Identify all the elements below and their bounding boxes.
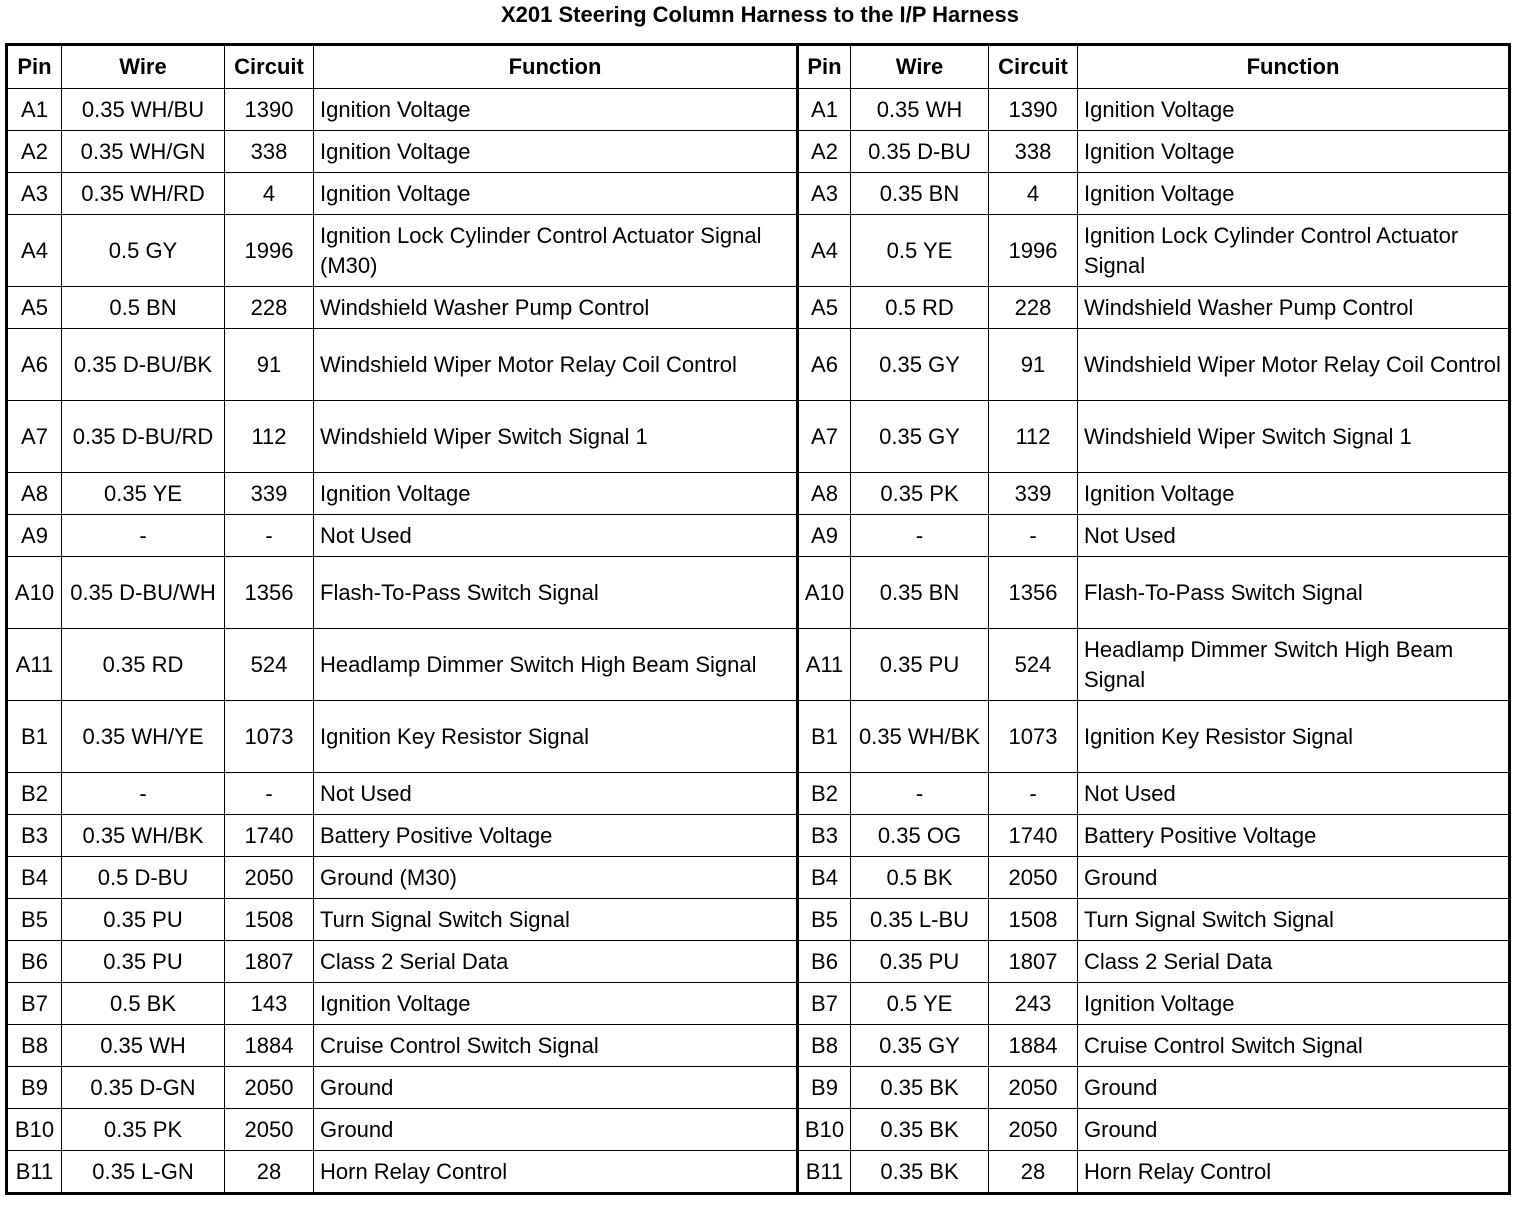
header-pin: Pin bbox=[798, 45, 851, 89]
col-harness-wire-cell: 0.5 D-BU bbox=[62, 857, 225, 899]
col-harness-pin-cell: B8 bbox=[7, 1025, 62, 1067]
col-harness-circuit-cell: 2050 bbox=[225, 1109, 314, 1151]
col-harness-wire-cell: 0.5 BN bbox=[62, 287, 225, 329]
ip-harness-wire-cell: 0.35 BK bbox=[851, 1067, 989, 1109]
ip-harness-function-cell: Ignition Voltage bbox=[1078, 89, 1510, 131]
ip-harness-circuit-cell: 1740 bbox=[989, 815, 1078, 857]
col-harness-function-cell: Cruise Control Switch Signal bbox=[314, 1025, 798, 1067]
col-harness-circuit-cell: 112 bbox=[225, 401, 314, 473]
ip-harness-pin-cell: A6 bbox=[798, 329, 851, 401]
ip-harness-circuit-cell: 339 bbox=[989, 473, 1078, 515]
col-harness-wire-cell: - bbox=[62, 773, 225, 815]
ip-harness-function-cell: Horn Relay Control bbox=[1078, 1151, 1510, 1194]
ip-harness-pin-cell: B7 bbox=[798, 983, 851, 1025]
ip-harness-pin-cell: B6 bbox=[798, 941, 851, 983]
col-harness-wire-cell: 0.35 WH/YE bbox=[62, 701, 225, 773]
table-row bbox=[7, 557, 1510, 629]
col-harness-wire-cell: 0.35 RD bbox=[62, 629, 225, 701]
ip-harness-pin-cell: A7 bbox=[798, 401, 851, 473]
header-function: Function bbox=[314, 45, 798, 89]
col-harness-wire-cell: 0.35 D-BU/WH bbox=[62, 557, 225, 629]
pinout-table bbox=[5, 43, 1511, 1195]
table-row bbox=[7, 1067, 1510, 1109]
ip-harness-wire-cell: 0.5 BK bbox=[851, 857, 989, 899]
col-harness-pin-cell: B6 bbox=[7, 941, 62, 983]
header-wire: Wire bbox=[851, 45, 989, 89]
col-harness-wire-cell: 0.35 WH/GN bbox=[62, 131, 225, 173]
col-harness-wire-cell: 0.35 D-GN bbox=[62, 1067, 225, 1109]
col-harness-wire-cell: 0.35 YE bbox=[62, 473, 225, 515]
ip-harness-circuit-cell: 2050 bbox=[989, 1109, 1078, 1151]
col-harness-pin-cell: A3 bbox=[7, 173, 62, 215]
col-harness-function-cell: Ground (M30) bbox=[314, 857, 798, 899]
ip-harness-circuit-cell: 524 bbox=[989, 629, 1078, 701]
ip-harness-wire-cell: - bbox=[851, 773, 989, 815]
col-harness-function-cell: Ignition Voltage bbox=[314, 131, 798, 173]
ip-harness-wire-cell: 0.5 YE bbox=[851, 983, 989, 1025]
col-harness-circuit-cell: 339 bbox=[225, 473, 314, 515]
col-harness-circuit-cell: 91 bbox=[225, 329, 314, 401]
table-row bbox=[7, 1109, 1510, 1151]
ip-harness-function-cell: Ignition Voltage bbox=[1078, 473, 1510, 515]
ip-harness-pin-cell: A11 bbox=[798, 629, 851, 701]
ip-harness-wire-cell: 0.35 GY bbox=[851, 401, 989, 473]
table-row bbox=[7, 983, 1510, 1025]
ip-harness-wire-cell: 0.35 D-BU bbox=[851, 131, 989, 173]
ip-harness-function-cell: Battery Positive Voltage bbox=[1078, 815, 1510, 857]
ip-harness-wire-cell: 0.35 GY bbox=[851, 329, 989, 401]
ip-harness-pin-cell: A10 bbox=[798, 557, 851, 629]
col-harness-circuit-cell: 1884 bbox=[225, 1025, 314, 1067]
col-harness-function-cell: Ignition Voltage bbox=[314, 89, 798, 131]
col-harness-circuit-cell: 4 bbox=[225, 173, 314, 215]
ip-harness-circuit-cell: 1996 bbox=[989, 215, 1078, 287]
col-harness-pin-cell: A8 bbox=[7, 473, 62, 515]
table-row bbox=[7, 701, 1510, 773]
col-harness-function-cell: Ground bbox=[314, 1109, 798, 1151]
ip-harness-function-cell: Ground bbox=[1078, 1109, 1510, 1151]
ip-harness-wire-cell: 0.35 PU bbox=[851, 629, 989, 701]
ip-harness-function-cell: Not Used bbox=[1078, 515, 1510, 557]
col-harness-function-cell: Ground bbox=[314, 1067, 798, 1109]
col-harness-circuit-cell: 524 bbox=[225, 629, 314, 701]
ip-harness-circuit-cell: 1884 bbox=[989, 1025, 1078, 1067]
ip-harness-pin-cell: B3 bbox=[798, 815, 851, 857]
col-harness-pin-cell: A7 bbox=[7, 401, 62, 473]
ip-harness-circuit-cell: 243 bbox=[989, 983, 1078, 1025]
ip-harness-function-cell: Turn Signal Switch Signal bbox=[1078, 899, 1510, 941]
col-harness-circuit-cell: 1807 bbox=[225, 941, 314, 983]
ip-harness-function-cell: Ignition Lock Cylinder Control Actuator Signal bbox=[1078, 215, 1510, 287]
col-harness-wire-cell: 0.35 PK bbox=[62, 1109, 225, 1151]
table-row bbox=[7, 473, 1510, 515]
col-harness-pin-cell: B5 bbox=[7, 899, 62, 941]
col-harness-circuit-cell: 1356 bbox=[225, 557, 314, 629]
ip-harness-circuit-cell: 2050 bbox=[989, 857, 1078, 899]
col-harness-circuit-cell: 143 bbox=[225, 983, 314, 1025]
col-harness-function-cell: Windshield Wiper Motor Relay Coil Control bbox=[314, 329, 798, 401]
table-row bbox=[7, 89, 1510, 131]
col-harness-pin-cell: B9 bbox=[7, 1067, 62, 1109]
header-row bbox=[7, 45, 1510, 89]
col-harness-pin-cell: B1 bbox=[7, 701, 62, 773]
col-harness-pin-cell: B4 bbox=[7, 857, 62, 899]
ip-harness-function-cell: Ground bbox=[1078, 857, 1510, 899]
ip-harness-circuit-cell: 91 bbox=[989, 329, 1078, 401]
col-harness-function-cell: Ignition Voltage bbox=[314, 473, 798, 515]
col-harness-function-cell: Not Used bbox=[314, 515, 798, 557]
col-harness-pin-cell: A1 bbox=[7, 89, 62, 131]
col-harness-function-cell: Flash-To-Pass Switch Signal bbox=[314, 557, 798, 629]
table-row bbox=[7, 173, 1510, 215]
table-row bbox=[7, 515, 1510, 557]
table-row bbox=[7, 899, 1510, 941]
col-harness-function-cell: Windshield Wiper Switch Signal 1 bbox=[314, 401, 798, 473]
ip-harness-pin-cell: A1 bbox=[798, 89, 851, 131]
table-row bbox=[7, 401, 1510, 473]
col-harness-wire-cell: 0.35 D-BU/RD bbox=[62, 401, 225, 473]
ip-harness-circuit-cell: - bbox=[989, 515, 1078, 557]
ip-harness-pin-cell: B10 bbox=[798, 1109, 851, 1151]
col-harness-function-cell: Ignition Voltage bbox=[314, 173, 798, 215]
ip-harness-pin-cell: A9 bbox=[798, 515, 851, 557]
col-harness-wire-cell: - bbox=[62, 515, 225, 557]
col-harness-pin-cell: A9 bbox=[7, 515, 62, 557]
col-harness-pin-cell: B7 bbox=[7, 983, 62, 1025]
col-harness-function-cell: Ignition Lock Cylinder Control Actuator Signal (M30) bbox=[314, 215, 798, 287]
ip-harness-pin-cell: A5 bbox=[798, 287, 851, 329]
col-harness-function-cell: Battery Positive Voltage bbox=[314, 815, 798, 857]
ip-harness-circuit-cell: 112 bbox=[989, 401, 1078, 473]
ip-harness-wire-cell: 0.35 BN bbox=[851, 173, 989, 215]
ip-harness-pin-cell: A3 bbox=[798, 173, 851, 215]
header-function: Function bbox=[1078, 45, 1510, 89]
ip-harness-wire-cell: 0.35 PK bbox=[851, 473, 989, 515]
col-harness-circuit-cell: 1996 bbox=[225, 215, 314, 287]
col-harness-circuit-cell: 338 bbox=[225, 131, 314, 173]
ip-harness-pin-cell: B1 bbox=[798, 701, 851, 773]
col-harness-wire-cell: 0.35 WH/BU bbox=[62, 89, 225, 131]
table-row bbox=[7, 941, 1510, 983]
ip-harness-wire-cell: 0.35 BK bbox=[851, 1109, 989, 1151]
table-row bbox=[7, 629, 1510, 701]
ip-harness-wire-cell: 0.35 PU bbox=[851, 941, 989, 983]
ip-harness-wire-cell: 0.35 OG bbox=[851, 815, 989, 857]
col-harness-pin-cell: B10 bbox=[7, 1109, 62, 1151]
ip-harness-function-cell: Ignition Voltage bbox=[1078, 173, 1510, 215]
table-row bbox=[7, 131, 1510, 173]
col-harness-pin-cell: A6 bbox=[7, 329, 62, 401]
ip-harness-circuit-cell: 2050 bbox=[989, 1067, 1078, 1109]
ip-harness-pin-cell: B9 bbox=[798, 1067, 851, 1109]
col-harness-circuit-cell: 28 bbox=[225, 1151, 314, 1194]
col-harness-function-cell: Horn Relay Control bbox=[314, 1151, 798, 1194]
table-row bbox=[7, 1151, 1510, 1194]
col-harness-wire-cell: 0.35 D-BU/BK bbox=[62, 329, 225, 401]
col-harness-pin-cell: A10 bbox=[7, 557, 62, 629]
table-row bbox=[7, 287, 1510, 329]
ip-harness-wire-cell: 0.35 BN bbox=[851, 557, 989, 629]
col-harness-function-cell: Turn Signal Switch Signal bbox=[314, 899, 798, 941]
table-row bbox=[7, 773, 1510, 815]
table-row bbox=[7, 1025, 1510, 1067]
table-row bbox=[7, 857, 1510, 899]
ip-harness-pin-cell: B4 bbox=[798, 857, 851, 899]
col-harness-wire-cell: 0.5 GY bbox=[62, 215, 225, 287]
col-harness-circuit-cell: - bbox=[225, 515, 314, 557]
col-harness-wire-cell: 0.35 PU bbox=[62, 941, 225, 983]
ip-harness-function-cell: Ground bbox=[1078, 1067, 1510, 1109]
col-harness-wire-cell: 0.5 BK bbox=[62, 983, 225, 1025]
ip-harness-function-cell: Windshield Wiper Switch Signal 1 bbox=[1078, 401, 1510, 473]
ip-harness-circuit-cell: 1073 bbox=[989, 701, 1078, 773]
ip-harness-wire-cell: 0.35 GY bbox=[851, 1025, 989, 1067]
ip-harness-pin-cell: B2 bbox=[798, 773, 851, 815]
ip-harness-pin-cell: B11 bbox=[798, 1151, 851, 1194]
col-harness-wire-cell: 0.35 WH bbox=[62, 1025, 225, 1067]
col-harness-wire-cell: 0.35 PU bbox=[62, 899, 225, 941]
col-harness-pin-cell: B2 bbox=[7, 773, 62, 815]
col-harness-pin-cell: A11 bbox=[7, 629, 62, 701]
col-harness-circuit-cell: - bbox=[225, 773, 314, 815]
ip-harness-function-cell: Ignition Key Resistor Signal bbox=[1078, 701, 1510, 773]
ip-harness-function-cell: Ignition Voltage bbox=[1078, 131, 1510, 173]
col-harness-function-cell: Windshield Washer Pump Control bbox=[314, 287, 798, 329]
table-row bbox=[7, 815, 1510, 857]
col-harness-pin-cell: B11 bbox=[7, 1151, 62, 1194]
col-harness-function-cell: Ignition Voltage bbox=[314, 983, 798, 1025]
table-row bbox=[7, 329, 1510, 401]
ip-harness-wire-cell: 0.5 YE bbox=[851, 215, 989, 287]
col-harness-function-cell: Headlamp Dimmer Switch High Beam Signal bbox=[314, 629, 798, 701]
col-harness-function-cell: Ignition Key Resistor Signal bbox=[314, 701, 798, 773]
ip-harness-wire-cell: 0.35 L-BU bbox=[851, 899, 989, 941]
col-harness-circuit-cell: 2050 bbox=[225, 1067, 314, 1109]
col-harness-pin-cell: A5 bbox=[7, 287, 62, 329]
ip-harness-pin-cell: A2 bbox=[798, 131, 851, 173]
ip-harness-circuit-cell: 1807 bbox=[989, 941, 1078, 983]
ip-harness-function-cell: Flash-To-Pass Switch Signal bbox=[1078, 557, 1510, 629]
ip-harness-function-cell: Windshield Washer Pump Control bbox=[1078, 287, 1510, 329]
ip-harness-wire-cell: 0.35 WH/BK bbox=[851, 701, 989, 773]
col-harness-circuit-cell: 1390 bbox=[225, 89, 314, 131]
header-circuit: Circuit bbox=[225, 45, 314, 89]
header-circuit: Circuit bbox=[989, 45, 1078, 89]
ip-harness-wire-cell: - bbox=[851, 515, 989, 557]
ip-harness-function-cell: Not Used bbox=[1078, 773, 1510, 815]
col-harness-circuit-cell: 228 bbox=[225, 287, 314, 329]
ip-harness-wire-cell: 0.5 RD bbox=[851, 287, 989, 329]
table-row bbox=[7, 215, 1510, 287]
col-harness-pin-cell: B3 bbox=[7, 815, 62, 857]
ip-harness-wire-cell: 0.35 WH bbox=[851, 89, 989, 131]
ip-harness-circuit-cell: 228 bbox=[989, 287, 1078, 329]
ip-harness-function-cell: Class 2 Serial Data bbox=[1078, 941, 1510, 983]
col-harness-pin-cell: A4 bbox=[7, 215, 62, 287]
ip-harness-function-cell: Ignition Voltage bbox=[1078, 983, 1510, 1025]
col-harness-function-cell: Not Used bbox=[314, 773, 798, 815]
ip-harness-wire-cell: 0.35 BK bbox=[851, 1151, 989, 1194]
ip-harness-circuit-cell: 1356 bbox=[989, 557, 1078, 629]
col-harness-wire-cell: 0.35 WH/RD bbox=[62, 173, 225, 215]
col-harness-wire-cell: 0.35 WH/BK bbox=[62, 815, 225, 857]
col-harness-circuit-cell: 1508 bbox=[225, 899, 314, 941]
ip-harness-function-cell: Windshield Wiper Motor Relay Coil Control bbox=[1078, 329, 1510, 401]
ip-harness-pin-cell: A8 bbox=[798, 473, 851, 515]
col-harness-circuit-cell: 2050 bbox=[225, 857, 314, 899]
document-title: X201 Steering Column Harness to the I/P Harness bbox=[501, 2, 1019, 27]
ip-harness-circuit-cell: 28 bbox=[989, 1151, 1078, 1194]
ip-harness-function-cell: Cruise Control Switch Signal bbox=[1078, 1025, 1510, 1067]
ip-harness-circuit-cell: 338 bbox=[989, 131, 1078, 173]
ip-harness-circuit-cell: 4 bbox=[989, 173, 1078, 215]
ip-harness-circuit-cell: 1390 bbox=[989, 89, 1078, 131]
col-harness-circuit-cell: 1740 bbox=[225, 815, 314, 857]
header-pin: Pin bbox=[7, 45, 62, 89]
col-harness-circuit-cell: 1073 bbox=[225, 701, 314, 773]
col-harness-pin-cell: A2 bbox=[7, 131, 62, 173]
col-harness-function-cell: Class 2 Serial Data bbox=[314, 941, 798, 983]
ip-harness-circuit-cell: - bbox=[989, 773, 1078, 815]
header-wire: Wire bbox=[62, 45, 225, 89]
ip-harness-circuit-cell: 1508 bbox=[989, 899, 1078, 941]
ip-harness-pin-cell: A4 bbox=[798, 215, 851, 287]
ip-harness-function-cell: Headlamp Dimmer Switch High Beam Signal bbox=[1078, 629, 1510, 701]
col-harness-wire-cell: 0.35 L-GN bbox=[62, 1151, 225, 1194]
ip-harness-pin-cell: B5 bbox=[798, 899, 851, 941]
ip-harness-pin-cell: B8 bbox=[798, 1025, 851, 1067]
